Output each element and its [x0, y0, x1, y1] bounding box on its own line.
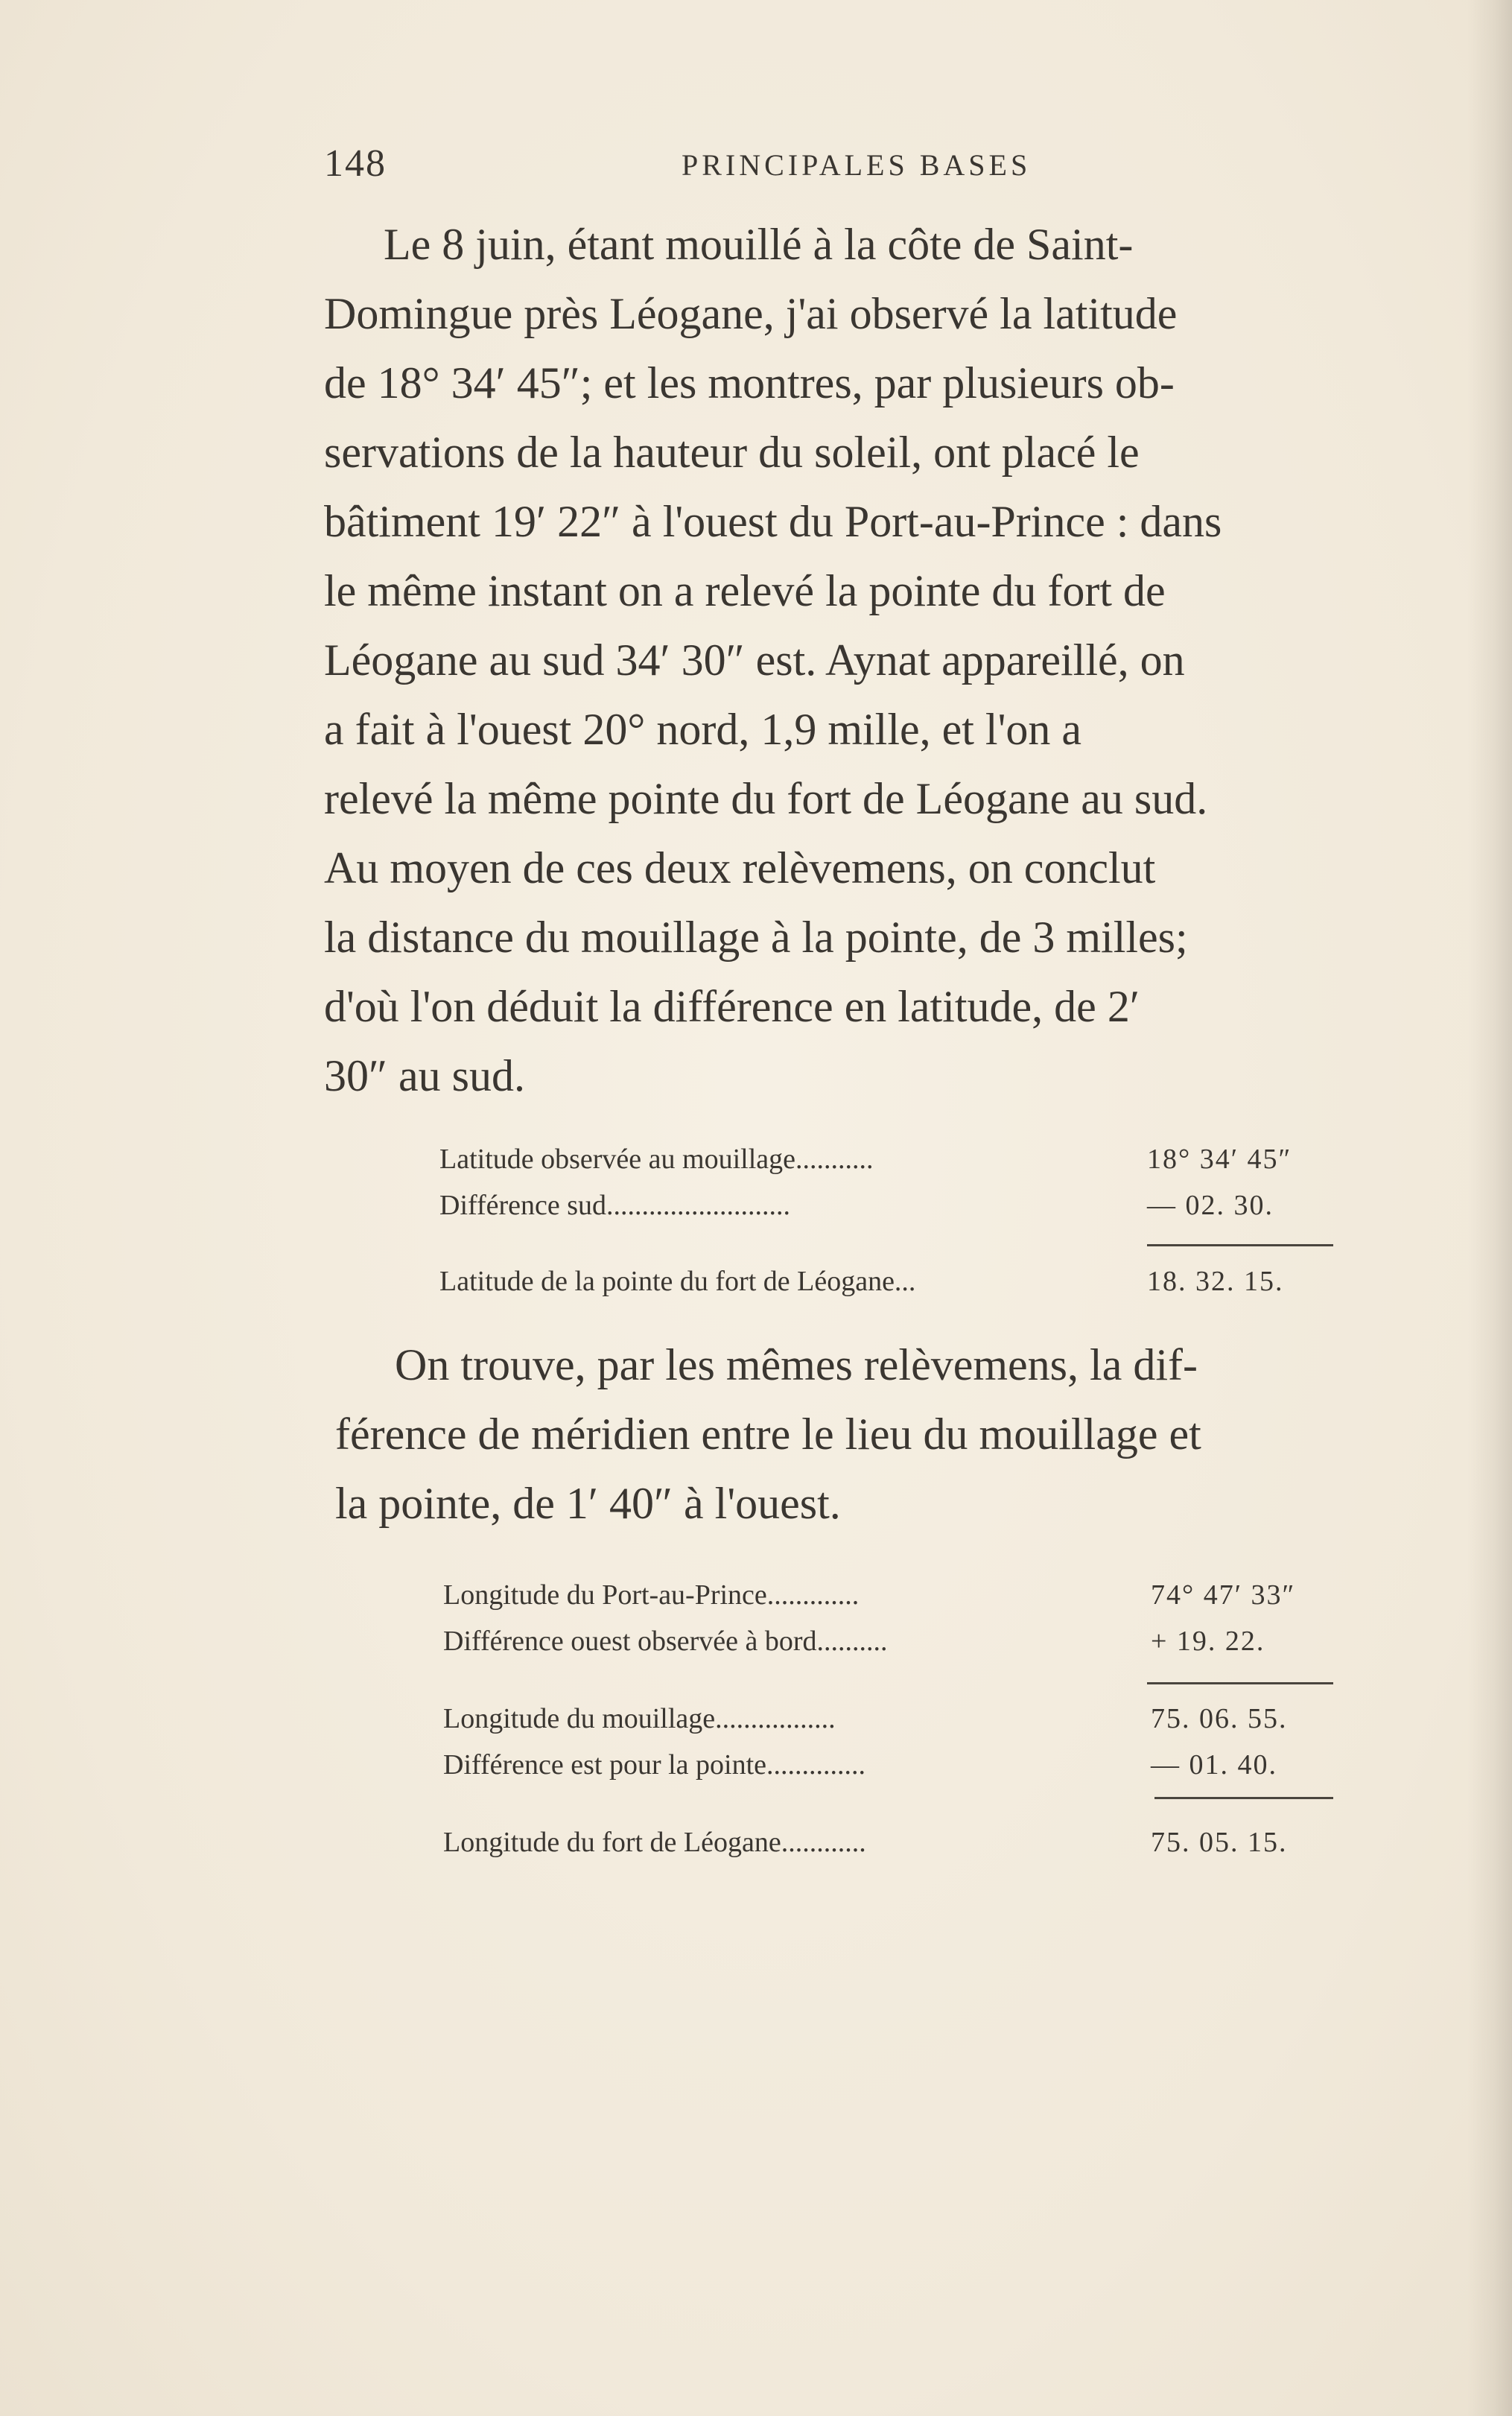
row-label: Longitude du fort de Léogane............	[443, 1827, 866, 1858]
paragraph-1	[324, 210, 1438, 1111]
row-label: Différence sud..........................	[439, 1190, 791, 1221]
text-line: On trouve, par les mêmes relèvemens, la dif-	[395, 1340, 1198, 1389]
text-line: le même instant on a relevé la pointe du fort de	[324, 566, 1166, 615]
text-line: la distance du mouillage à la pointe, de 3 milles;	[324, 913, 1188, 962]
text-line: d'où l'on déduit la différence en latitude, de 2′	[324, 982, 1140, 1031]
table-row	[439, 1182, 1333, 1228]
paragraph-2	[335, 1331, 1449, 1538]
text-line: férence de méridien entre le lieu du mouillage et	[335, 1410, 1201, 1459]
table-row	[443, 1819, 1337, 1865]
text-line: relevé la même pointe du fort de Léogane au sud.	[324, 774, 1208, 823]
row-label: Différence ouest observée à bord..........	[443, 1626, 888, 1657]
row-value: — 01. 40.	[1151, 1749, 1277, 1781]
page-number: 148	[324, 142, 387, 185]
row-value: 18. 32. 15.	[1147, 1266, 1284, 1297]
row-value: 74° 47′ 33″	[1151, 1579, 1296, 1611]
page-header	[324, 142, 1084, 194]
latitude-table	[439, 1136, 1333, 1304]
text-line: Le 8 juin, étant mouillé à la côte de Saint-	[384, 220, 1134, 269]
text-line: bâtiment 19′ 22″ à l'ouest du Port-au-Prince : dans	[324, 497, 1222, 546]
sum-rule	[1147, 1682, 1333, 1684]
text-line: Domingue près Léogane, j'ai observé la latitude	[324, 289, 1178, 338]
sum-rule	[1154, 1797, 1333, 1799]
row-value: + 19. 22.	[1151, 1626, 1265, 1657]
page-edge-shadow	[1467, 0, 1512, 2416]
text-line: la pointe, de 1′ 40″ à l'ouest.	[335, 1479, 841, 1528]
text-line: de 18° 34′ 45″; et les montres, par plusieurs ob-	[324, 358, 1175, 408]
table-row	[443, 1696, 1337, 1742]
row-value: 75. 06. 55.	[1151, 1703, 1288, 1734]
text-line: 30″ au sud.	[324, 1051, 525, 1100]
row-value: — 02. 30.	[1147, 1190, 1274, 1221]
row-label: Longitude du Port-au-Prince.............	[443, 1579, 860, 1611]
text-line: Léogane au sud 34′ 30″ est. Aynat appareillé, on	[324, 635, 1185, 685]
table-row	[439, 1258, 1333, 1304]
sum-rule	[1147, 1244, 1333, 1246]
row-value: 75. 05. 15.	[1151, 1827, 1288, 1858]
table-row	[443, 1742, 1337, 1788]
table-row	[443, 1572, 1337, 1618]
row-value: 18° 34′ 45″	[1147, 1144, 1292, 1175]
longitude-table	[443, 1572, 1337, 1865]
text-line: servations de la hauteur du soleil, ont placé le	[324, 428, 1140, 477]
text-line: Au moyen de ces deux relèvemens, on conclut	[324, 843, 1156, 892]
row-label: Latitude observée au mouillage...........	[439, 1144, 874, 1175]
row-label: Différence est pour la pointe..............	[443, 1749, 866, 1781]
row-label: Longitude du mouillage.................	[443, 1703, 836, 1734]
table-row	[443, 1618, 1337, 1664]
running-title: PRINCIPALES BASES	[682, 148, 1032, 182]
text-line: a fait à l'ouest 20° nord, 1,9 mille, et l'on a	[324, 705, 1082, 754]
table-row	[439, 1136, 1333, 1182]
row-label: Latitude de la pointe du fort de Léogane...	[439, 1266, 916, 1297]
